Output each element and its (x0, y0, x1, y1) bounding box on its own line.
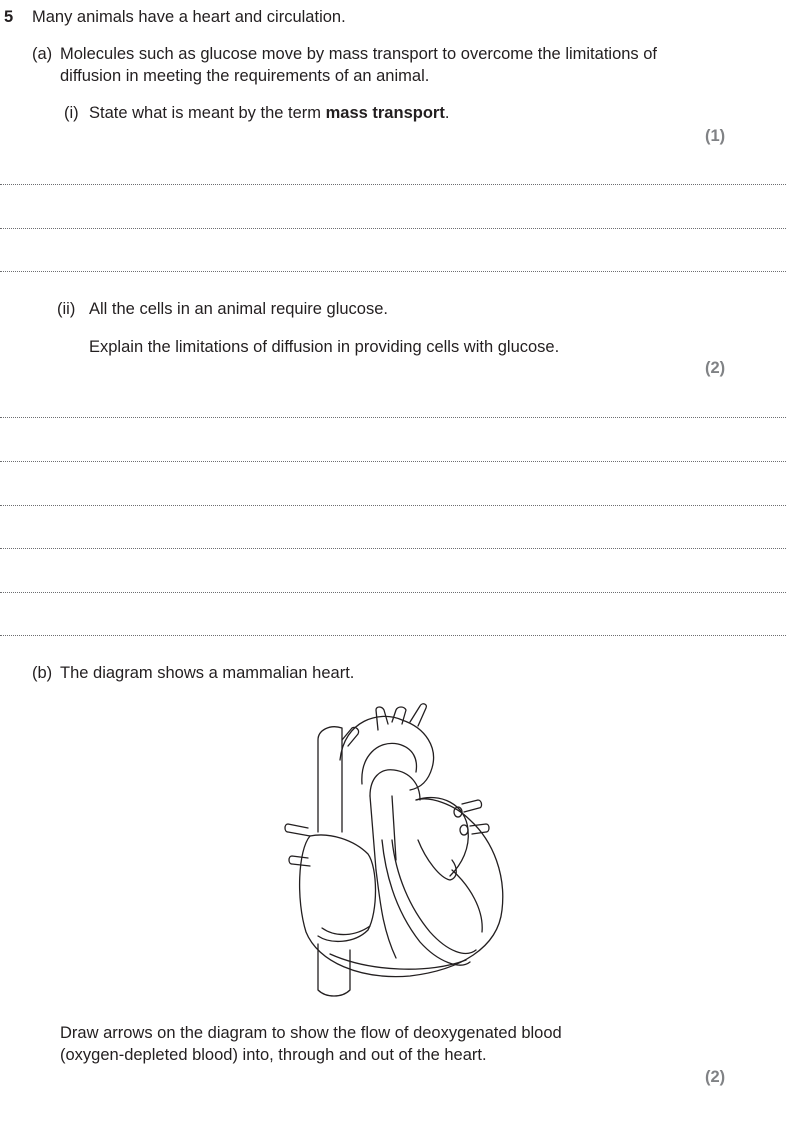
sub-ii-marks: (2) (705, 359, 726, 377)
part-a-label: (a) (32, 45, 53, 63)
part-a-text-line1: Molecules such as glucose move by mass transport to overcome the limitations of (60, 45, 658, 63)
part-b-text: The diagram shows a mammalian heart. (60, 664, 355, 682)
part-a-text-line2: diffusion in meeting the requirements of an animal. (60, 67, 430, 85)
tricuspid-valve (322, 926, 370, 935)
artery-branch-1 (376, 707, 388, 730)
sub-ii-label: (ii) (57, 300, 76, 318)
question-stem: Many animals have a heart and circulation. (32, 8, 346, 26)
sub-i-label: (i) (64, 104, 79, 122)
part-b-label: (b) (32, 664, 53, 682)
answer-line[interactable] (0, 635, 786, 636)
aorta-inner (362, 743, 417, 784)
answer-line[interactable] (0, 548, 786, 549)
answer-line[interactable] (0, 461, 786, 462)
sub-i-marks: (1) (705, 127, 726, 145)
answer-line[interactable] (0, 271, 786, 272)
answer-line[interactable] (0, 505, 786, 506)
part-b-instruction-line2: (oxygen-depleted blood) into, through and out of the heart. (60, 1046, 487, 1064)
sub-ii-text-line1: All the cells in an animal require glucose. (89, 300, 388, 318)
pulmonary-vein-opening-2 (460, 825, 468, 835)
heart-diagram[interactable] (270, 700, 520, 1005)
pulmonary-vein-right-1 (462, 800, 482, 812)
inferior-vena-cava (318, 944, 350, 996)
question-number: 5 (4, 8, 14, 26)
sub-i-text-before: State what is meant by the term (89, 104, 326, 122)
sub-ii-text-line2: Explain the limitations of diffusion in providing cells with glucose. (89, 338, 560, 356)
left-atrium (416, 798, 468, 876)
pulmonary-artery (370, 770, 420, 800)
answer-line[interactable] (0, 417, 786, 418)
sub-i-question (89, 104, 449, 123)
right-atrium (310, 835, 376, 941)
answer-line[interactable] (0, 592, 786, 593)
right-ventricle-wall (376, 870, 396, 958)
pulmonary-trunk (370, 796, 396, 870)
sub-i-term: mass transport (325, 104, 445, 122)
part-b-instruction-line1: Draw arrows on the diagram to show the flow of deoxygenated blood (60, 1024, 562, 1042)
mitral-valve (418, 840, 456, 880)
artery-branch-2 (392, 707, 406, 724)
answer-line[interactable] (0, 228, 786, 229)
answer-line[interactable] (0, 184, 786, 185)
pulmonary-vein-right-2 (470, 824, 489, 834)
pulmonary-vein-left-2 (289, 856, 310, 866)
part-b-marks: (2) (705, 1068, 726, 1086)
pulmonary-vein-left-1 (285, 824, 310, 836)
left-ventricle-wall (452, 870, 482, 932)
vena-cava (318, 727, 342, 832)
sub-i-text-after: . (444, 104, 450, 122)
artery-branch-3 (410, 704, 426, 726)
